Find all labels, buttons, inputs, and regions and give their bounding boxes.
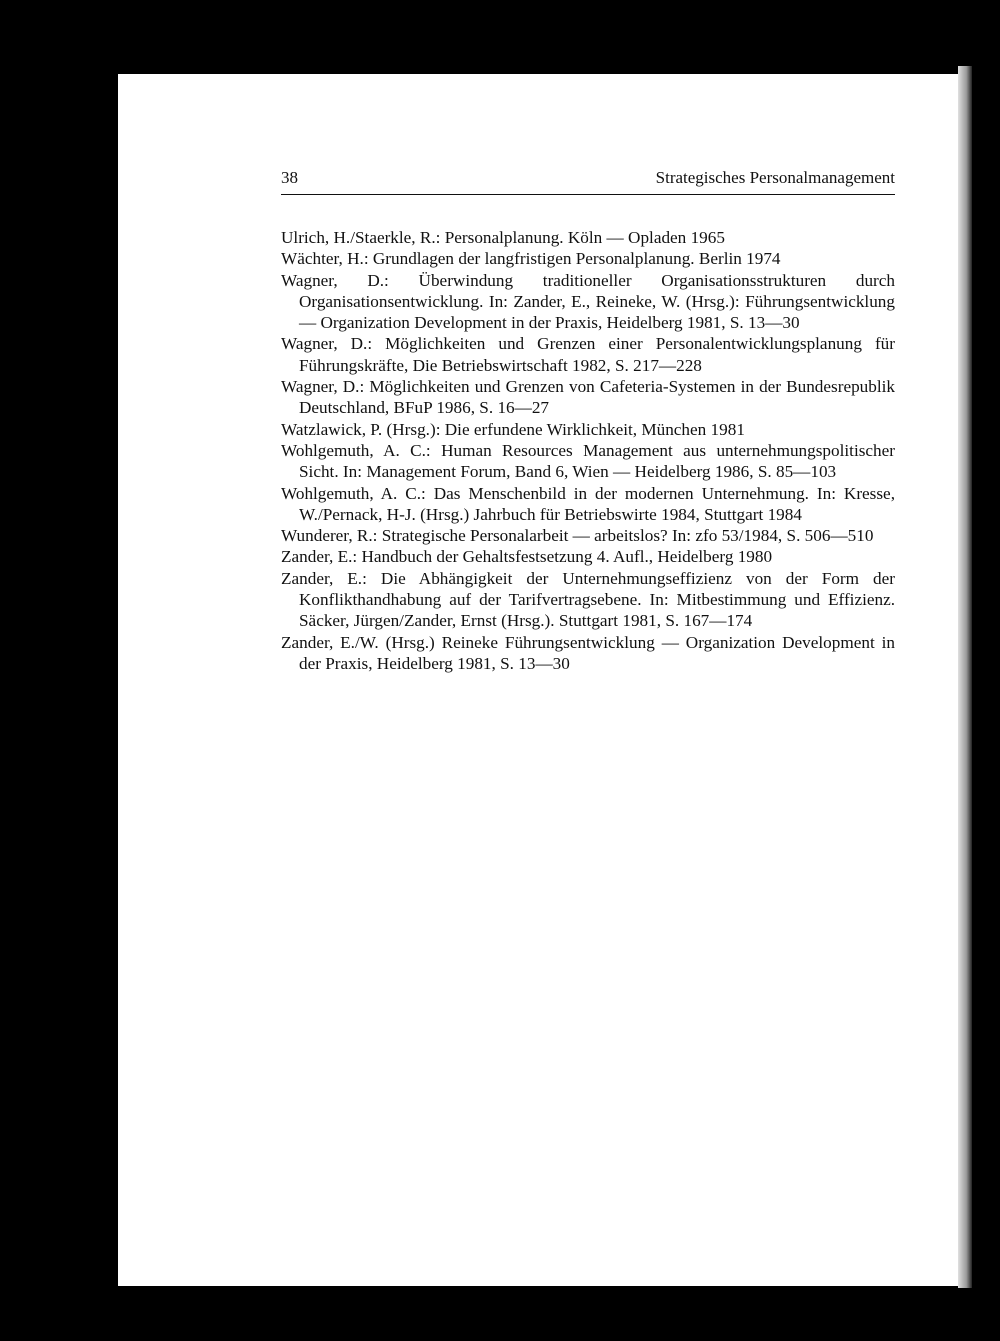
reference-entry: Zander, E.: Die Abhängigkeit der Unternehmungseffizienz von der Form der Konflikthandhabung auf der Tarifvertragsebene. In: Mitbestimmung und Effizienz. Säcker, Jürgen/Zander, Ernst (Hrsg.). Stuttgart 1981, S. 167—174 (281, 568, 895, 631)
page-header (281, 166, 895, 195)
reference-entry: Wächter, H.: Grundlagen der langfristigen Personalplanung. Berlin 1974 (281, 249, 781, 269)
reference-entry: Zander, E.: Handbuch der Gehaltsfestsetzung 4. Aufl., Heidelberg 1980 (281, 547, 773, 567)
reference-entry: Wagner, D.: Überwindung traditioneller Organisationsstrukturen durch Organisationsentwicklung. In: Zander, E., Reineke, W. (Hrsg.): Führungsentwicklung — Organization Development in der Praxis, Heidelberg 1981, S. 13—30 (281, 270, 895, 333)
reference-entry: Watzlawick, P. (Hrsg.): Die erfundene Wirklichkeit, München 1981 (281, 419, 745, 439)
reference-list (281, 227, 895, 674)
reference-entry: Zander, E./W. (Hrsg.) Reineke Führungsentwicklung — Organization Development in der Praxis, Heidelberg 1981, S. 13—30 (281, 632, 895, 673)
running-title: Strategisches Personalmanagement (655, 168, 895, 187)
reference-entry: Wagner, D.: Möglichkeiten und Grenzen von Cafeteria-Systemen in der Bundesrepublik Deutschland, BFuP 1986, S. 16—27 (281, 377, 895, 418)
reference-entry: Wunderer, R.: Strategische Personalarbeit — arbeitslos? In: zfo 53/1984, S. 506—510 (281, 526, 874, 546)
page-number: 38 (281, 168, 298, 187)
reference-entry: Wohlgemuth, A. C.: Das Menschenbild in der modernen Unternehmung. In: Kresse, W./Pernack, H-J. (Hrsg.) Jahrbuch für Betriebswirte 1984, Stuttgart 1984 (281, 483, 895, 524)
reference-entry: Wohlgemuth, A. C.: Human Resources Management aus unternehmungspolitischer Sicht. In: Management Forum, Band 6, Wien — Heidelberg 1986, S. 85—103 (281, 440, 895, 482)
reference-entry: Ulrich, H./Staerkle, R.: Personalplanung. Köln — Opladen 1965 (281, 228, 725, 247)
page-edge (958, 66, 972, 1288)
reference-entry: Wagner, D.: Möglichkeiten und Grenzen einer Personalentwicklungsplanung für Führungskräfte, Die Betriebswirtschaft 1982, S. 217—228 (281, 334, 895, 375)
